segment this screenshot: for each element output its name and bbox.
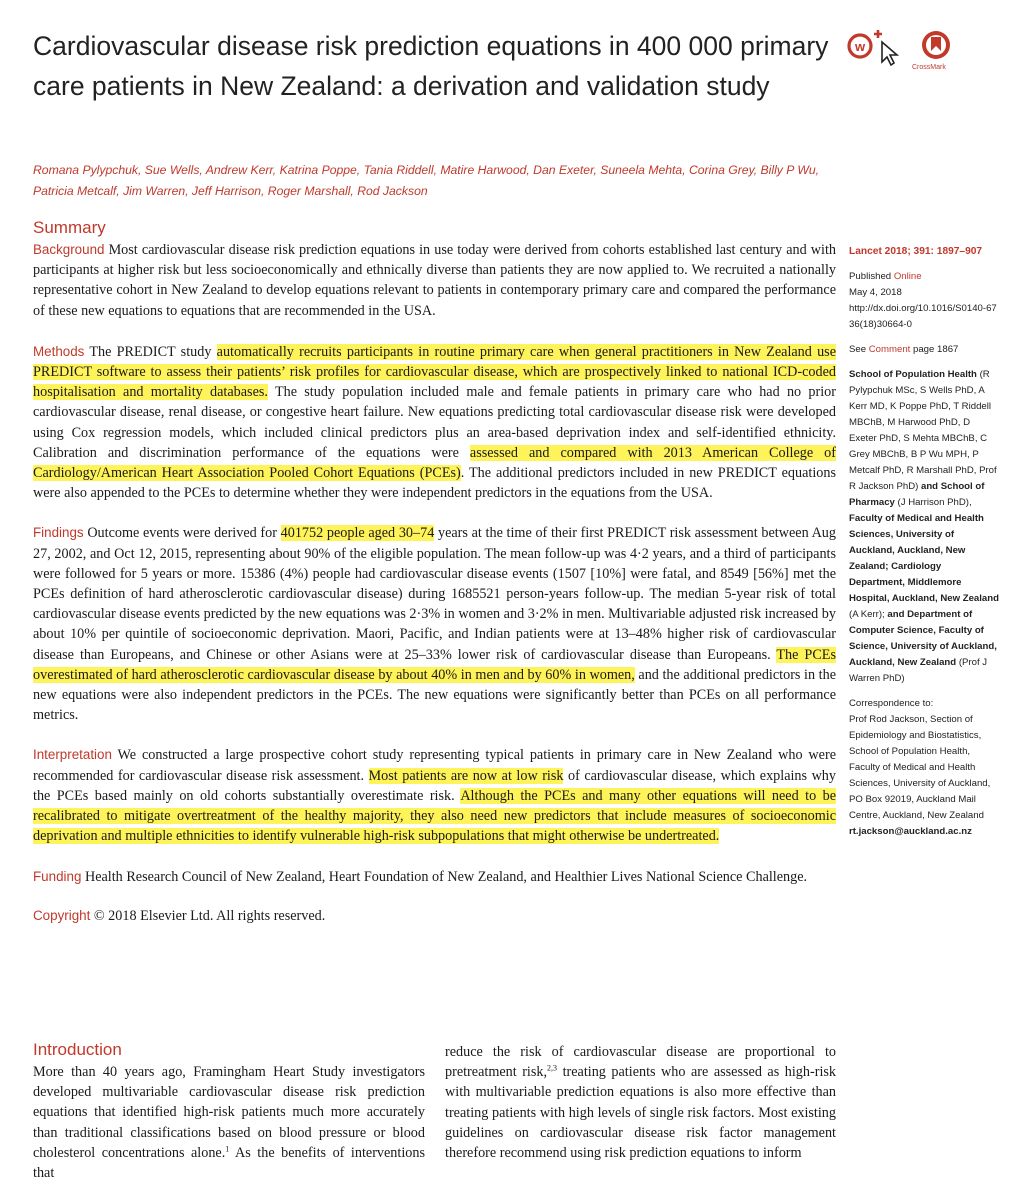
wiley-plus-icon[interactable] [849, 30, 897, 65]
introduction-heading: Introduction [33, 1040, 122, 1059]
published-date: May 4, 2018 [849, 287, 902, 298]
interpretation-label: Interpretation [33, 747, 112, 763]
methods-paragraph [33, 342, 836, 504]
comment-link[interactable]: Comment [868, 344, 911, 355]
funding-paragraph [33, 867, 836, 887]
interpretation-highlight: Although the PCEs and many other equations will need to be recalibrated to mitigate overtreatment of the healthy majority, they also need new predictors that include measures of socioeconomic deprivation and multiple ethnicities to identify vulnerable high-risk subpopulations that might otherwise be undertreated. [33, 787, 836, 845]
interpretation-highlight: Most patients are now at low risk [368, 767, 564, 784]
sidebar [849, 244, 999, 840]
funding-text: Health Research Council of New Zealand, Heart Foundation of New Zealand, and Healthier Lives National Science Challenge. [84, 869, 808, 886]
methods-text: The PREDICT study [89, 343, 217, 360]
crossmark-label: CrossMark [912, 64, 946, 71]
methods-highlight: assessed and compared with 2013 American College of Cardiology/American Heart Association Pooled Cohort Equations (PCEs) [33, 444, 836, 482]
findings-label: Findings [33, 525, 84, 541]
findings-text: years at the time of their first PREDICT risk assessment between Aug 27, 2002, and Oct 12, 2015, representing about 90% of the eligible population. The mean follow-up was 4·2 years, and a third of participants were followed for 5 years or more. 15386 (4%) people had cardiovascular disease events (1507 [10%] were fatal, and 8549 [56%] met the PCEs definition of hard atherosclerotic cardiovascular disease) during 1685521 person-years follow-up. The median 5-year risk of total cardiovascular disease events predicted by the new equations was 2·3% in women and 3·2% in men. Multivariable adjusted risk increased by about 10% per quintile of socioeconomic deprivation. Maori, Pacific, and Indian patients were at 13–48% higher risk of cardiovascular disease than Europeans, and Chinese or other Asians were at 25–33% lower risk of cardiovascular disease than Europeans. [33, 525, 836, 663]
introduction-column-2: reduce the risk of cardiovascular disease are proportional to pretreatment risk,$^{2,3}$ treating patients who are assessed as high-risk with multivariable prediction equations is also more effective than treating patients with high levels of single risk factors. Most existing guidelines on cardiovascular disease risk factor management therefore recommend using risk prediction equations to inform [445, 1044, 836, 1162]
summary-heading: Summary [33, 218, 106, 237]
interpretation-paragraph [33, 745, 836, 846]
background-text: Most cardiovascular disease risk prediction equations in use today were derived from cohorts established last century and with participants at higher risk but less socioeconomically and ethnically diverse than patients they are now applied to. We recruited a nationally representative cohort in New Zealand to develop equations relevant to patients in contemporary primary care and compared the performance of these new equations to equations that are recommended in the USA. [33, 242, 836, 319]
background-label: Background [33, 242, 105, 257]
findings-paragraph [33, 523, 836, 725]
svg-text:w: w [854, 39, 866, 54]
article-title: Cardiovascular disease risk prediction equations in 400 000 primary care patients in New Zealand: a derivation and validation study [33, 31, 829, 101]
methods-text: The study population included male and female patients in primary care who had no prior cardiovascular disease, renal disease, or congestive heart failure. New equations predicting total cardiovascular disease risk were developed using Cox regression models, which included clinical predictors plus an area-based deprivation index and self-identified ethnicity. Calibration and discrimination performance of the equations were [33, 384, 836, 461]
methods-label: Methods [33, 343, 85, 359]
author-list: Romana Pylypchuk, Sue Wells, Andrew Kerr, Katrina Poppe, Tania Riddell, Matire Harwood, Dan Exeter, Suneela Mehta, Corina Grey, Billy P Wu, Patricia Metcalf, Jim Warren, Jeff Harrison, Roger Marshall, Rod Jackson [33, 163, 820, 198]
findings-highlight: 401752 people aged 30–74 [280, 525, 435, 542]
methods-highlight: automatically recruits participants in routine primary care when general practitioners in New Zealand use PREDICT software to assess their patients’ risk profiles for cardiovascular disease, which are prospectively linked to national ICD-coded hospitalisation and mortality databases. [33, 343, 836, 401]
copyright-text: © 2018 Elsevier Ltd. All rights reserved. [93, 907, 326, 924]
summary-body [33, 240, 836, 926]
background-paragraph [33, 240, 836, 321]
correspondence-email[interactable]: rt.jackson@auckland.ac.nz [849, 826, 972, 837]
introduction-column-1: More than 40 years ago, Framingham Heart Study investigators developed multivariable cardiovascular disease risk prediction equations that identified high-risk patients much more accurately than traditional classifications based on blood pressure or blood cholesterol concentrations alone.$^1$ As the benefits of interventions that [33, 1064, 425, 1182]
methods-text: . The additional predictors included in new PREDICT equations were also appended to the PCEs to determine whether they were independent predictors in the equations from the USA. [33, 465, 837, 502]
published-line: Published Online [849, 271, 922, 282]
findings-text: and the additional predictors in the new equations were also independent predictors in the PCEs. The new equations were significantly better than PCEs on all performance metrics. [33, 666, 836, 724]
findings-highlight: The PCEs overestimated of hard atherosclerotic cardiovascular disease by about 40% in men and by 60% in women, [33, 646, 836, 683]
crossmark-icon[interactable] [922, 31, 950, 59]
see-comment: See Comment page 1867 [849, 344, 959, 355]
interpretation-text: We constructed a large prospective cohort study representing typical patients in primary care in New Zealand who were recommended for cardiovascular disease risk assessment. [33, 747, 836, 784]
citation: Lancet 2018; 391: 1897–907 [849, 246, 983, 257]
funding-label: Funding [33, 869, 82, 885]
copyright-paragraph [33, 906, 836, 926]
doi-link[interactable]: http://dx.doi.org/10.1016/S0140-6736(18)30664-0 [849, 303, 997, 330]
copyright-label: Copyright [33, 907, 91, 923]
affiliations: School of Population Health (R Pylypchuk MSc, S Wells PhD, A Kerr MD, K Poppe PhD, T Riddell MBChB, M Harwood PhD, D Exeter PhD, S Mehta MBChB, C Grey MBChB, B P Wu MPH, P Metcalf PhD, R Marshall PhD, Prof R Jackson PhD) and School of Pharmacy (J Harrison PhD), Faculty of Medical and Health Sciences, University of Auckland, Auckland, New Zealand; Cardiology Department, Middlemore Hospital, Auckland, New Zealand (A Kerr); and Department of Computer Science, Faculty of Science, University of Auckland, Auckland, New Zealand (Prof J Warren PhD) [849, 369, 999, 684]
correspondence-body: Prof Rod Jackson, Section of Epidemiology and Biostatistics, School of Population Health, Faculty of Medical and Health Sciences, University of Auckland, PO Box 92019, Auckland Mail Centre, Auckland, New Zealand [849, 714, 991, 821]
findings-text: Outcome events were derived for [87, 525, 281, 542]
interpretation-text: of cardiovascular disease, which explains why the PCEs based mainly on old cohorts substantially overestimate risk. [33, 767, 836, 804]
correspondence-label: Correspondence to: [849, 698, 934, 709]
